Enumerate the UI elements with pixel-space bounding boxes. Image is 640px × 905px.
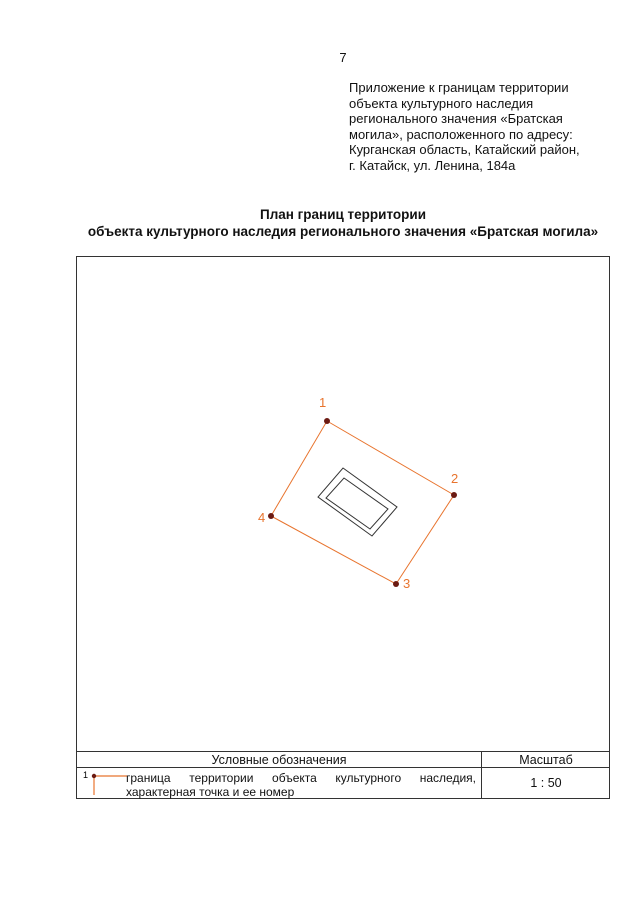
boundary-point-4: [268, 513, 274, 519]
plan-frame: [76, 256, 610, 752]
plan-title-line-2: объекта культурного наследия регионального значения «Братская могила»: [87, 223, 599, 239]
plan-title-line-1: План границ территории: [259, 207, 426, 222]
legend-symbol-label: 1: [83, 770, 89, 780]
legend-description: граница территории объекта культурного наследия, характерная точка и ее номер: [126, 771, 476, 799]
boundary-point-4-label: 4: [258, 510, 266, 525]
monument-inner-outline: [326, 478, 388, 529]
page-number: 7: [339, 50, 347, 65]
scale-value: 1 : 50: [530, 776, 562, 790]
legend-table: [76, 751, 610, 799]
boundary-point-3-label: 3: [403, 576, 411, 591]
plan-drawing: [77, 257, 611, 753]
boundary-symbol-icon: [83, 769, 127, 797]
plan-title: [0, 207, 640, 240]
boundary-point-1: [324, 418, 330, 424]
legend-header: Условные обозначения: [77, 752, 481, 768]
territory-boundary: [271, 421, 454, 584]
boundary-point-3: [393, 581, 399, 587]
boundary-point-1-label: 1: [319, 395, 327, 410]
boundary-point-2: [451, 492, 457, 498]
annex-note: Приложение к границам территории объекта культурного наследия регионального значения «Братская могила», расположенного по адресу: Курганская область, Катайский район, г. Катайск, ул. Ленина, 184а: [349, 80, 580, 173]
monument-outer-outline: [318, 468, 397, 536]
scale-header: Масштаб: [482, 752, 610, 768]
boundary-point-2-label: 2: [451, 471, 459, 486]
